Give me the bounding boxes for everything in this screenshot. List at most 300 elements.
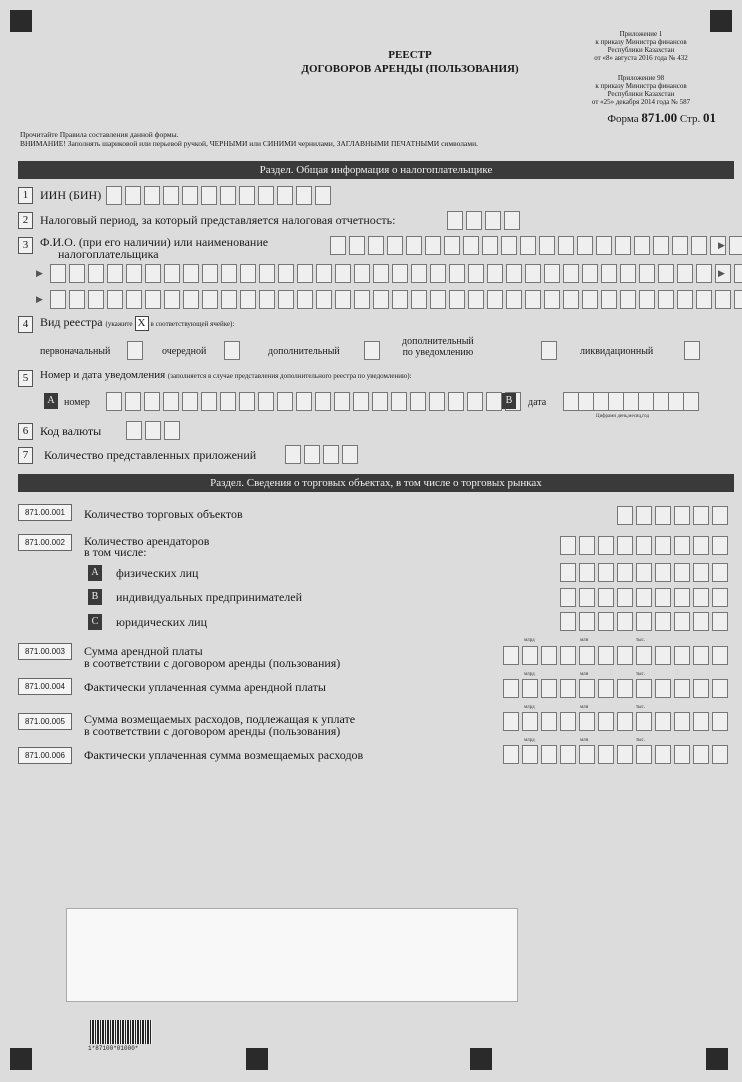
section-trade-objects-header: Раздел. Сведения о торговых объектах, в том числе о торговых рынках — [18, 474, 734, 492]
name-cell[interactable] — [50, 290, 66, 309]
notice-number-cell[interactable] — [334, 392, 350, 411]
checkbox-cell[interactable] — [224, 341, 240, 360]
iin-cell[interactable] — [277, 186, 293, 205]
value-cell[interactable] — [693, 506, 709, 525]
name-cell[interactable] — [734, 264, 742, 283]
line-006-cells[interactable] — [503, 745, 731, 764]
name-cell[interactable] — [50, 264, 66, 283]
app2-line: к приказу Министра финансов — [595, 82, 687, 90]
name-cell[interactable] — [544, 290, 560, 309]
value-cell[interactable] — [693, 563, 709, 582]
name-cell[interactable] — [373, 290, 389, 309]
value-cell[interactable] — [522, 679, 538, 698]
notice-date-cells[interactable] — [563, 392, 699, 411]
name-cell[interactable] — [259, 264, 275, 283]
value-cell[interactable] — [541, 745, 557, 764]
value-cell[interactable] — [579, 679, 595, 698]
notice-number-cell[interactable] — [296, 392, 312, 411]
name-cell[interactable] — [520, 236, 536, 255]
value-cell[interactable] — [693, 679, 709, 698]
value-cell[interactable] — [579, 712, 595, 731]
value-cell[interactable] — [560, 712, 576, 731]
option-additional-checkbox[interactable] — [364, 341, 383, 360]
field-7-number: 7 — [18, 447, 33, 464]
name-cell[interactable] — [563, 264, 579, 283]
notice-number-cell[interactable] — [220, 392, 236, 411]
value-cell[interactable] — [655, 536, 671, 555]
tax-period-cells[interactable] — [447, 211, 523, 230]
sub-b-cells[interactable] — [560, 588, 731, 607]
field-4-title: Вид реестра — [40, 315, 103, 329]
value-cell[interactable] — [579, 588, 595, 607]
value-cell[interactable] — [579, 612, 595, 631]
name-cell[interactable] — [88, 290, 104, 309]
name-cell[interactable] — [558, 236, 574, 255]
value-cell[interactable] — [636, 646, 652, 665]
value-cell[interactable] — [541, 646, 557, 665]
value-cell[interactable] — [617, 745, 633, 764]
name-cell[interactable] — [463, 236, 479, 255]
notice-number-cell[interactable] — [106, 392, 122, 411]
notice-number-cell[interactable] — [467, 392, 483, 411]
form-number-value: 871.00 — [641, 110, 678, 125]
name-cell[interactable] — [615, 236, 631, 255]
value-cell[interactable] — [712, 679, 728, 698]
name-cell[interactable] — [620, 264, 636, 283]
checkbox-cell[interactable] — [541, 341, 557, 360]
name-cells-row2[interactable] — [50, 264, 742, 283]
value-cell[interactable] — [598, 745, 614, 764]
name-cell[interactable] — [658, 290, 674, 309]
name-cell[interactable] — [430, 290, 446, 309]
value-cell[interactable] — [655, 646, 671, 665]
iin-cell[interactable] — [220, 186, 236, 205]
name-cell[interactable] — [691, 236, 707, 255]
name-cell[interactable] — [107, 290, 123, 309]
name-cell[interactable] — [335, 264, 351, 283]
name-cell[interactable] — [354, 290, 370, 309]
name-cell[interactable] — [183, 290, 199, 309]
date-cell[interactable] — [623, 392, 638, 411]
notice-number-cells[interactable] — [106, 392, 524, 411]
name-cell[interactable] — [539, 236, 555, 255]
line-005-cells[interactable] — [503, 712, 731, 731]
name-cell[interactable] — [69, 264, 85, 283]
name-cell[interactable] — [468, 290, 484, 309]
app2-line: от «25» декабря 2014 года № 587 — [591, 98, 691, 106]
value-cell[interactable] — [560, 745, 576, 764]
sub-b-letter: B — [88, 589, 102, 605]
date-cell[interactable] — [653, 392, 668, 411]
name-cell[interactable] — [278, 264, 294, 283]
value-cell[interactable] — [712, 588, 728, 607]
notice-line2: ВНИМАНИЕ! Заполнять шариковой или перьевой ручкой, ЧЕРНЫМИ или СИНИМИ чернилами, ЗАГЛАВНЫМИ ПЕЧАТНЫМИ символами. — [20, 139, 479, 148]
period-cell[interactable] — [485, 211, 501, 230]
name-cell[interactable] — [506, 290, 522, 309]
value-cell[interactable] — [617, 536, 633, 555]
notice-number-cell[interactable] — [391, 392, 407, 411]
name-cell[interactable] — [373, 264, 389, 283]
value-cell[interactable] — [693, 588, 709, 607]
notice-number-cell[interactable] — [315, 392, 331, 411]
name-cell[interactable] — [696, 264, 712, 283]
name-cell[interactable] — [620, 290, 636, 309]
notice-number-cell[interactable] — [486, 392, 502, 411]
value-cell[interactable] — [674, 506, 690, 525]
name-cell[interactable] — [202, 264, 218, 283]
value-cell[interactable] — [560, 536, 576, 555]
title-line2: ДОГОВОРОВ АРЕНДЫ (ПОЛЬЗОВАНИЯ) — [301, 63, 519, 75]
name-cell[interactable] — [487, 290, 503, 309]
checkbox-cell[interactable] — [684, 341, 700, 360]
value-cell[interactable] — [541, 679, 557, 698]
value-cell[interactable] — [560, 612, 576, 631]
name-cell[interactable] — [221, 264, 237, 283]
value-cell[interactable] — [693, 536, 709, 555]
value-cell[interactable] — [636, 588, 652, 607]
value-cell[interactable] — [617, 612, 633, 631]
name-cell[interactable] — [221, 290, 237, 309]
name-cell[interactable] — [411, 290, 427, 309]
continue-arrow-icon: ▶ — [36, 294, 43, 304]
line-003-cells[interactable] — [503, 646, 731, 665]
checkbox-cell[interactable] — [364, 341, 380, 360]
name-cell[interactable] — [240, 290, 256, 309]
notice-number-cell[interactable] — [144, 392, 160, 411]
value-cell[interactable] — [560, 646, 576, 665]
name-cell[interactable] — [88, 264, 104, 283]
field-3-label-line2: налогоплательщика — [58, 247, 159, 261]
iin-input-cells[interactable] — [106, 186, 334, 205]
name-cell[interactable] — [354, 264, 370, 283]
period-cell[interactable] — [504, 211, 520, 230]
name-cell[interactable] — [425, 236, 441, 255]
value-cell[interactable] — [655, 506, 671, 525]
appendix-count-cells[interactable] — [285, 445, 361, 464]
notice-number-cell[interactable] — [163, 392, 179, 411]
name-cell[interactable] — [482, 236, 498, 255]
name-cell[interactable] — [126, 264, 142, 283]
checkbox-cell[interactable] — [127, 341, 143, 360]
value-cell[interactable] — [674, 588, 690, 607]
name-cell[interactable] — [715, 290, 731, 309]
name-cell[interactable] — [297, 264, 313, 283]
value-cell[interactable] — [674, 646, 690, 665]
line-001-cells[interactable] — [617, 506, 731, 525]
value-cell[interactable] — [598, 679, 614, 698]
value-cell[interactable] — [503, 646, 519, 665]
date-cell[interactable] — [578, 392, 593, 411]
value-cell[interactable] — [655, 563, 671, 582]
value-cell[interactable] — [712, 646, 728, 665]
date-cell[interactable] — [683, 392, 699, 411]
date-cell[interactable] — [608, 392, 623, 411]
name-cell[interactable] — [392, 264, 408, 283]
name-cell[interactable] — [653, 236, 669, 255]
value-cell[interactable] — [598, 563, 614, 582]
value-cell[interactable] — [636, 712, 652, 731]
notice-number-cell[interactable] — [372, 392, 388, 411]
period-cell[interactable] — [447, 211, 463, 230]
line-003-label-2: в соответствии с договором аренды (пользования) — [84, 656, 341, 670]
value-cell[interactable] — [503, 679, 519, 698]
field-5-hint: (заполняется в случае представления дополнительного реестра по уведомлению): — [167, 372, 412, 380]
scale-billion: млрд — [524, 705, 535, 710]
name-cell[interactable] — [582, 290, 598, 309]
name-cell[interactable] — [563, 290, 579, 309]
name-cell[interactable] — [316, 264, 332, 283]
value-cell[interactable] — [636, 745, 652, 764]
line-002-cells[interactable] — [560, 536, 731, 555]
option-liquidation-checkbox[interactable] — [684, 341, 703, 360]
value-cell[interactable] — [617, 679, 633, 698]
name-cell[interactable] — [259, 290, 275, 309]
scale-thousand: тыс. — [636, 738, 646, 743]
name-cell[interactable] — [658, 264, 674, 283]
notice-number-cell[interactable] — [353, 392, 369, 411]
name-cell[interactable] — [601, 264, 617, 283]
value-cell[interactable] — [636, 506, 652, 525]
sub-b-label: индивидуальных предпринимателей — [116, 590, 302, 604]
option-initial-label: первоначальный — [40, 346, 111, 357]
field-1-number: 1 — [18, 187, 33, 204]
field-3-label-line1: Ф.И.О. (при его наличии) или наименование — [40, 235, 269, 249]
name-cell[interactable] — [278, 290, 294, 309]
value-cell[interactable] — [674, 745, 690, 764]
name-cell[interactable] — [729, 236, 742, 255]
name-cell[interactable] — [297, 290, 313, 309]
name-cell[interactable] — [107, 264, 123, 283]
value-cell[interactable] — [712, 506, 728, 525]
value-cell[interactable] — [560, 679, 576, 698]
date-cell[interactable] — [668, 392, 683, 411]
iin-cell[interactable] — [239, 186, 255, 205]
period-cell[interactable] — [466, 211, 482, 230]
value-cell[interactable] — [598, 536, 614, 555]
value-cell[interactable] — [655, 679, 671, 698]
currency-cell[interactable] — [145, 421, 161, 440]
app2-line: Приложение 98 — [617, 74, 665, 82]
notice-number-cell[interactable] — [448, 392, 464, 411]
notice-number-cell[interactable] — [125, 392, 141, 411]
name-cell[interactable] — [582, 264, 598, 283]
value-cell[interactable] — [579, 563, 595, 582]
notice-number-cell[interactable] — [277, 392, 293, 411]
value-cell[interactable] — [579, 646, 595, 665]
value-cell[interactable] — [541, 712, 557, 731]
continue-arrow-icon: ▶ — [36, 268, 43, 278]
value-cell[interactable] — [712, 612, 728, 631]
sub-a-cells[interactable] — [560, 563, 731, 582]
value-cell[interactable] — [655, 588, 671, 607]
currency-code-cells[interactable] — [126, 421, 183, 440]
name-cell[interactable] — [525, 290, 541, 309]
value-cell[interactable] — [560, 588, 576, 607]
name-cell[interactable] — [677, 264, 693, 283]
value-cell[interactable] — [617, 646, 633, 665]
name-cell[interactable] — [525, 264, 541, 283]
value-cell[interactable] — [598, 712, 614, 731]
value-cell[interactable] — [617, 588, 633, 607]
iin-cell[interactable] — [106, 186, 122, 205]
title-line1: РЕЕСТР — [388, 49, 432, 61]
value-cell[interactable] — [636, 679, 652, 698]
name-cell[interactable] — [677, 290, 693, 309]
option-additional-notice-label — [402, 336, 474, 358]
field-5-number: 5 — [18, 370, 33, 387]
iin-cell[interactable] — [144, 186, 160, 205]
name-cell[interactable] — [506, 264, 522, 283]
value-cell[interactable] — [598, 588, 614, 607]
appendix-count-cell[interactable] — [285, 445, 301, 464]
iin-cell[interactable] — [258, 186, 274, 205]
value-cell[interactable] — [674, 679, 690, 698]
name-cell[interactable] — [69, 290, 85, 309]
name-cell[interactable] — [387, 236, 403, 255]
name-cell[interactable] — [696, 290, 712, 309]
notice-number-cell[interactable] — [258, 392, 274, 411]
name-cell[interactable] — [634, 236, 650, 255]
name-cell[interactable] — [639, 290, 655, 309]
value-cell[interactable] — [560, 563, 576, 582]
value-cell[interactable] — [693, 745, 709, 764]
name-cell[interactable] — [240, 264, 256, 283]
option-additional-notice-checkbox[interactable] — [541, 341, 560, 360]
name-cell[interactable] — [145, 290, 161, 309]
app1-line: Приложение 1 — [619, 30, 663, 38]
value-cell[interactable] — [712, 712, 728, 731]
notice — [20, 130, 478, 148]
value-cell[interactable] — [598, 646, 614, 665]
value-cell[interactable] — [655, 745, 671, 764]
value-cell[interactable] — [712, 745, 728, 764]
name-cell[interactable] — [411, 264, 427, 283]
date-cell[interactable] — [593, 392, 608, 411]
name-cell[interactable] — [639, 264, 655, 283]
notice-number-cell[interactable] — [182, 392, 198, 411]
name-cell[interactable] — [183, 264, 199, 283]
name-cell[interactable] — [406, 236, 422, 255]
name-cell[interactable] — [335, 290, 351, 309]
value-cell[interactable] — [617, 712, 633, 731]
name-cell[interactable] — [501, 236, 517, 255]
value-cell[interactable] — [617, 563, 633, 582]
value-cell[interactable] — [655, 712, 671, 731]
name-cell[interactable] — [202, 290, 218, 309]
value-cell[interactable] — [674, 536, 690, 555]
value-cell[interactable] — [636, 563, 652, 582]
date-format-hint: Цифрами день,месяц,год — [596, 414, 650, 419]
notice-number-cell[interactable] — [239, 392, 255, 411]
name-cell[interactable] — [734, 290, 742, 309]
scale-billion: млрд — [524, 638, 535, 643]
iin-cell[interactable] — [182, 186, 198, 205]
name-cell[interactable] — [487, 264, 503, 283]
name-cells-row3[interactable] — [50, 290, 742, 309]
value-cell[interactable] — [674, 612, 690, 631]
name-cell[interactable] — [164, 264, 180, 283]
currency-cell[interactable] — [126, 421, 142, 440]
name-cell[interactable] — [349, 236, 365, 255]
value-cell[interactable] — [693, 712, 709, 731]
name-cell[interactable] — [330, 236, 346, 255]
appendix-count-cell[interactable] — [323, 445, 339, 464]
value-cell[interactable] — [693, 646, 709, 665]
value-cell[interactable] — [636, 612, 652, 631]
appendix-1 — [566, 30, 716, 62]
value-cell[interactable] — [522, 745, 538, 764]
value-cell[interactable] — [674, 712, 690, 731]
iin-cell[interactable] — [296, 186, 312, 205]
value-cell[interactable] — [655, 612, 671, 631]
currency-cell[interactable] — [164, 421, 180, 440]
value-cell[interactable] — [712, 536, 728, 555]
date-cell[interactable] — [638, 392, 653, 411]
name-cell[interactable] — [596, 236, 612, 255]
value-cell[interactable] — [674, 563, 690, 582]
official-marks-box — [66, 908, 518, 1002]
date-cell[interactable] — [563, 392, 578, 411]
value-cell[interactable] — [579, 536, 595, 555]
name-cell[interactable] — [672, 236, 688, 255]
sub-c-cells[interactable] — [560, 612, 731, 631]
value-cell[interactable] — [693, 612, 709, 631]
value-cell[interactable] — [579, 745, 595, 764]
value-cell[interactable] — [522, 712, 538, 731]
option-initial-checkbox[interactable] — [127, 341, 146, 360]
notice-number-cell[interactable] — [201, 392, 217, 411]
corner-marker-bottom-right — [706, 1048, 728, 1070]
value-cell[interactable] — [598, 612, 614, 631]
app2-line: Республики Казахстан — [607, 90, 675, 98]
notice-number-cell[interactable] — [410, 392, 426, 411]
notice-number-cell[interactable] — [429, 392, 445, 411]
line-004-cells[interactable] — [503, 679, 731, 698]
value-cell[interactable] — [617, 506, 633, 525]
name-cell[interactable] — [126, 290, 142, 309]
value-cell[interactable] — [503, 745, 519, 764]
name-cell[interactable] — [444, 236, 460, 255]
iin-cell[interactable] — [315, 186, 331, 205]
name-cell[interactable] — [544, 264, 560, 283]
name-cell[interactable] — [577, 236, 593, 255]
iin-cell[interactable] — [163, 186, 179, 205]
form-title — [250, 48, 570, 76]
appendix-count-cell[interactable] — [342, 445, 358, 464]
option-regular-checkbox[interactable] — [224, 341, 243, 360]
name-cell[interactable] — [145, 264, 161, 283]
name-cell[interactable] — [316, 290, 332, 309]
name-cells-row1[interactable] — [330, 236, 742, 255]
value-cell[interactable] — [712, 563, 728, 582]
value-cell[interactable] — [522, 646, 538, 665]
name-cell[interactable] — [368, 236, 384, 255]
name-cell[interactable] — [449, 290, 465, 309]
name-cell[interactable] — [449, 264, 465, 283]
name-cell[interactable] — [468, 264, 484, 283]
appendix-count-cell[interactable] — [304, 445, 320, 464]
name-cell[interactable] — [392, 290, 408, 309]
field-4-hint: (укажите — [105, 320, 133, 328]
iin-cell[interactable] — [125, 186, 141, 205]
name-cell[interactable] — [164, 290, 180, 309]
line-code-001: 871.00.001 — [18, 504, 72, 521]
value-cell[interactable] — [503, 712, 519, 731]
name-cell[interactable] — [430, 264, 446, 283]
name-cell[interactable] — [601, 290, 617, 309]
iin-cell[interactable] — [201, 186, 217, 205]
value-cell[interactable] — [636, 536, 652, 555]
